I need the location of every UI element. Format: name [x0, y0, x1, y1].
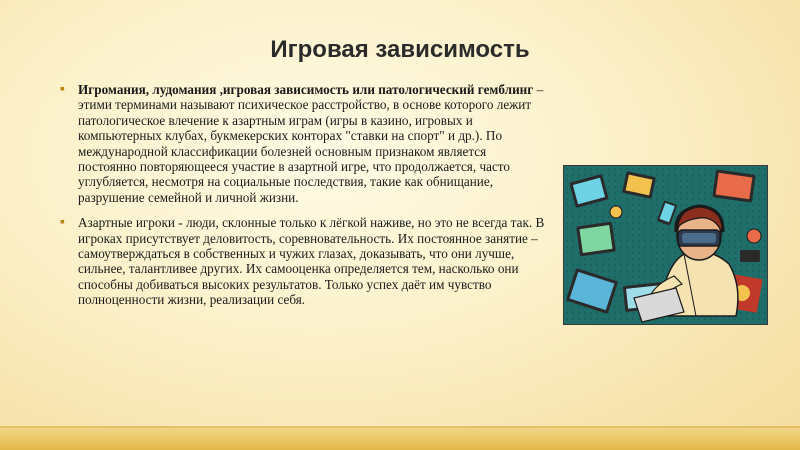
- bullet-bold-1: Игромания, лудомания ,игровая зависимость или патологический гемблинг: [78, 82, 534, 97]
- bullet-body-2: Азартные игроки - люди, склонные только к лёгкой наживе, но это не всегда так. В игроках присутствует деловитость, соревновательность. Их постоянное занятие – самоутверждаться в собственных и чужих глазах, доказывать, что они лучше, сильнее, талантливее других. Их самооценка определяется тем, насколько они способны добиваться высоких результатов. Только успех даёт им чувство полноценности жизни, реализации себя.: [78, 215, 545, 308]
- bullet-icon: ▪: [60, 82, 65, 97]
- bottom-bar: [0, 428, 800, 450]
- bullet-text-1: [78, 82, 548, 205]
- bullet-text-2: [78, 215, 548, 307]
- bullet-body-1: – этими терминами называют психическое расстройство, в основе которого лежит патологическое влечение к азартным играм (игры в казино, игровых и компьютерных клубах, букмекерских конторах "ставки на спорт" и др.). По международной классификации болезней основным признаком является постоянно повторяющееся участие в азартной игре, что продолжается, часто углубляется, несмотря на социальные последствия, такие как обнищание, разрушение семейной и личной жизни.: [78, 82, 544, 205]
- bullet-icon: ▪: [60, 215, 65, 231]
- slide-body: [58, 82, 548, 308]
- bullet-item-2: [58, 215, 548, 307]
- bullet-item-1: [58, 82, 548, 205]
- slide-title: Игровая зависимость: [270, 36, 530, 63]
- gamer-illustration-art: [564, 166, 767, 324]
- gamer-illustration: [563, 165, 768, 325]
